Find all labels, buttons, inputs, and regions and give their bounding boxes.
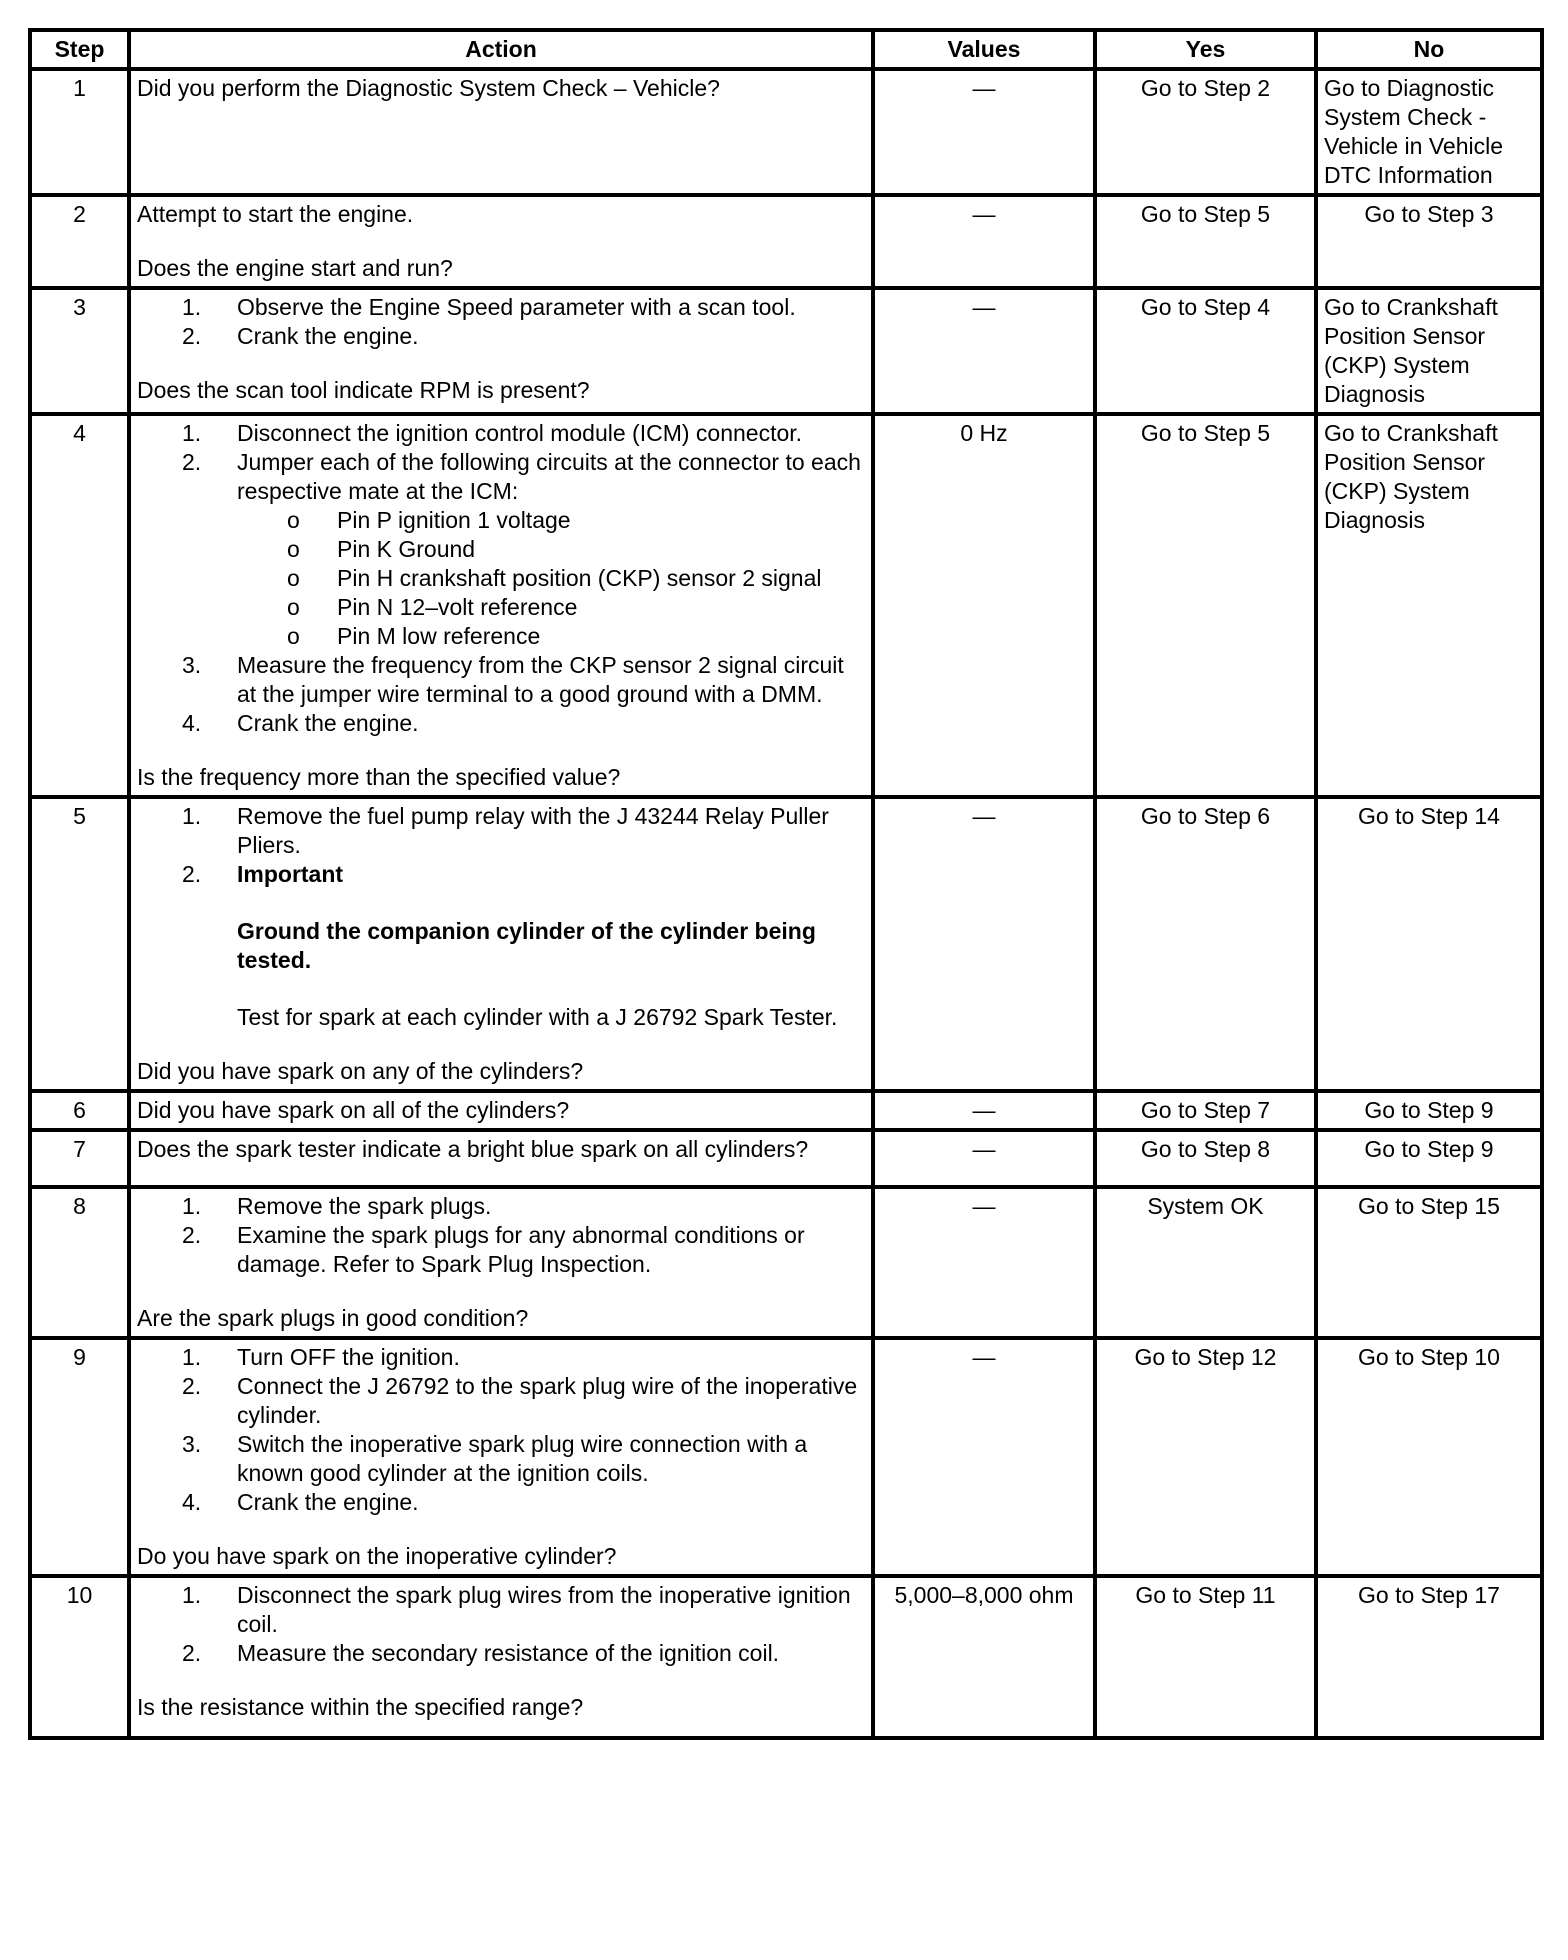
yes-cell: Go to Step 12 (1095, 1338, 1316, 1576)
pin-item: o Pin P ignition 1 voltage (287, 507, 571, 533)
value-cell: — (873, 1130, 1095, 1187)
no-cell: Go to Step 17 (1316, 1576, 1542, 1738)
pin-list (237, 506, 865, 651)
list-item: 1. Remove the fuel pump relay with the J 43244 Relay Puller Pliers. (182, 803, 829, 858)
list-item: 3. Switch the inoperative spark plug wire connection with a known good cylinder at the ignition coils. (182, 1431, 808, 1486)
yes-cell: System OK (1095, 1187, 1316, 1338)
value-cell: — (873, 69, 1095, 195)
list-item: 1. Observe the Engine Speed parameter with a scan tool. (182, 294, 796, 320)
step-number: 8 (30, 1187, 129, 1338)
pin-item: o Pin H crankshaft position (CKP) sensor 2 signal (287, 565, 822, 591)
yes-cell: Go to Step 8 (1095, 1130, 1316, 1187)
question-text: Did you perform the Diagnostic System Check – Vehicle? (137, 75, 720, 101)
header-yes: Yes (1095, 30, 1316, 69)
table-row (30, 1338, 1542, 1576)
list-item: 4. Crank the engine. (182, 710, 419, 736)
pin-item: o Pin K Ground (287, 536, 476, 562)
no-cell: Go to Crankshaft Position Sensor (CKP) System Diagnosis (1316, 288, 1542, 414)
action-list (137, 1343, 865, 1517)
step-number: 5 (30, 797, 129, 1091)
header-step: Step (30, 30, 129, 69)
list-item: 2. Jumper each of the following circuits at the connector to each respective mate at the ICM: o Pin P ignition 1 voltage o Pin K Ground o Pin H crankshaft position (CKP) sensor 2 signal o Pin N 12–volt reference o Pin M low reference (137, 448, 865, 651)
action-cell (129, 797, 873, 1091)
list-item: 4. Crank the engine. (182, 1489, 419, 1515)
pin-item: o Pin N 12–volt reference (287, 594, 578, 620)
table-row (30, 1130, 1542, 1187)
yes-cell: Go to Step 7 (1095, 1091, 1316, 1130)
question-text: Are the spark plugs in good condition? (137, 1305, 529, 1331)
question-text: Is the frequency more than the specified value? (137, 764, 621, 790)
no-cell: Go to Step 9 (1316, 1130, 1542, 1187)
step-number: 4 (30, 414, 129, 797)
test-note: Test for spark at each cylinder with a J 26792 Spark Tester. (237, 1004, 838, 1030)
question-text: Do you have spark on the inoperative cylinder? (137, 1543, 617, 1569)
important-note: Ground the companion cylinder of the cylinder being tested. (237, 918, 816, 973)
no-cell: Go to Step 10 (1316, 1338, 1542, 1576)
step-number: 1 (30, 69, 129, 195)
table-row (30, 69, 1542, 195)
step-number: 9 (30, 1338, 129, 1576)
step-number: 3 (30, 288, 129, 414)
no-cell: Go to Crankshaft Position Sensor (CKP) System Diagnosis (1316, 414, 1542, 797)
list-item: 1. Disconnect the ignition control module (ICM) connector. (182, 420, 803, 446)
action-text: Attempt to start the engine. (137, 201, 414, 227)
header-no: No (1316, 30, 1542, 69)
no-cell: Go to Step 3 (1316, 195, 1542, 288)
list-item: 2. Examine the spark plugs for any abnormal conditions or damage. Refer to Spark Plug Inspection. (182, 1222, 805, 1277)
action-cell (129, 414, 873, 797)
action-cell (129, 1091, 873, 1130)
action-cell (129, 69, 873, 195)
action-list (137, 1581, 865, 1668)
value-cell: — (873, 797, 1095, 1091)
table-row (30, 1576, 1542, 1738)
table-row (30, 288, 1542, 414)
value-cell: — (873, 1338, 1095, 1576)
list-item: 1. Disconnect the spark plug wires from the inoperative ignition coil. (182, 1582, 851, 1637)
no-cell: Go to Step 15 (1316, 1187, 1542, 1338)
step-number: 6 (30, 1091, 129, 1130)
value-cell: — (873, 1091, 1095, 1130)
diagnostic-table (28, 28, 1544, 1740)
yes-cell: Go to Step 5 (1095, 195, 1316, 288)
header-row (30, 30, 1542, 69)
no-cell: Go to Diagnostic System Check - Vehicle in Vehicle DTC Information (1316, 69, 1542, 195)
question-text: Did you have spark on any of the cylinders? (137, 1058, 584, 1084)
table-row (30, 1091, 1542, 1130)
value-cell: — (873, 1187, 1095, 1338)
yes-cell: Go to Step 11 (1095, 1576, 1316, 1738)
step-number: 7 (30, 1130, 129, 1187)
step-number: 10 (30, 1576, 129, 1738)
action-cell (129, 288, 873, 414)
list-item: 3. Measure the frequency from the CKP sensor 2 signal circuit at the jumper wire terminal to a good ground with a DMM. (182, 652, 844, 707)
value-cell: 5,000–8,000 ohm (873, 1576, 1095, 1738)
list-item: 1. Turn OFF the ignition. (182, 1344, 460, 1370)
table-row (30, 797, 1542, 1091)
list-item: 2. Crank the engine. (182, 323, 419, 349)
header-values: Values (873, 30, 1095, 69)
action-cell (129, 195, 873, 288)
pin-item: o Pin M low reference (287, 623, 541, 649)
value-cell: — (873, 288, 1095, 414)
value-cell: — (873, 195, 1095, 288)
no-cell: Go to Step 9 (1316, 1091, 1542, 1130)
action-cell (129, 1130, 873, 1187)
header-action: Action (129, 30, 873, 69)
action-list (137, 802, 865, 1032)
no-cell: Go to Step 14 (1316, 797, 1542, 1091)
question-text: Is the resistance within the specified range? (137, 1694, 584, 1720)
question-text: Did you have spark on all of the cylinders? (137, 1097, 570, 1123)
list-item: 2. Measure the secondary resistance of the ignition coil. (182, 1640, 780, 1666)
yes-cell: Go to Step 5 (1095, 414, 1316, 797)
list-item: 2. Connect the J 26792 to the spark plug wire of the inoperative cylinder. (182, 1373, 858, 1428)
action-list (137, 419, 865, 738)
question-text: Does the spark tester indicate a bright blue spark on all cylinders? (137, 1136, 809, 1162)
table-row (30, 195, 1542, 288)
action-cell (129, 1576, 873, 1738)
yes-cell: Go to Step 2 (1095, 69, 1316, 195)
value-cell: 0 Hz (873, 414, 1095, 797)
action-list (137, 293, 865, 351)
question-text: Does the engine start and run? (137, 255, 453, 281)
action-list (137, 1192, 865, 1279)
action-cell (129, 1187, 873, 1338)
action-cell (129, 1338, 873, 1576)
table-row (30, 414, 1542, 797)
yes-cell: Go to Step 6 (1095, 797, 1316, 1091)
list-item: 2. Important Ground the companion cylinder of the cylinder being tested. Test for spark at each cylinder with a J 26792 Spark Tester. (137, 860, 865, 1032)
yes-cell: Go to Step 4 (1095, 288, 1316, 414)
step-number: 2 (30, 195, 129, 288)
list-item: 1. Remove the spark plugs. (182, 1193, 492, 1219)
table-row (30, 1187, 1542, 1338)
question-text: Does the scan tool indicate RPM is present? (137, 377, 590, 403)
